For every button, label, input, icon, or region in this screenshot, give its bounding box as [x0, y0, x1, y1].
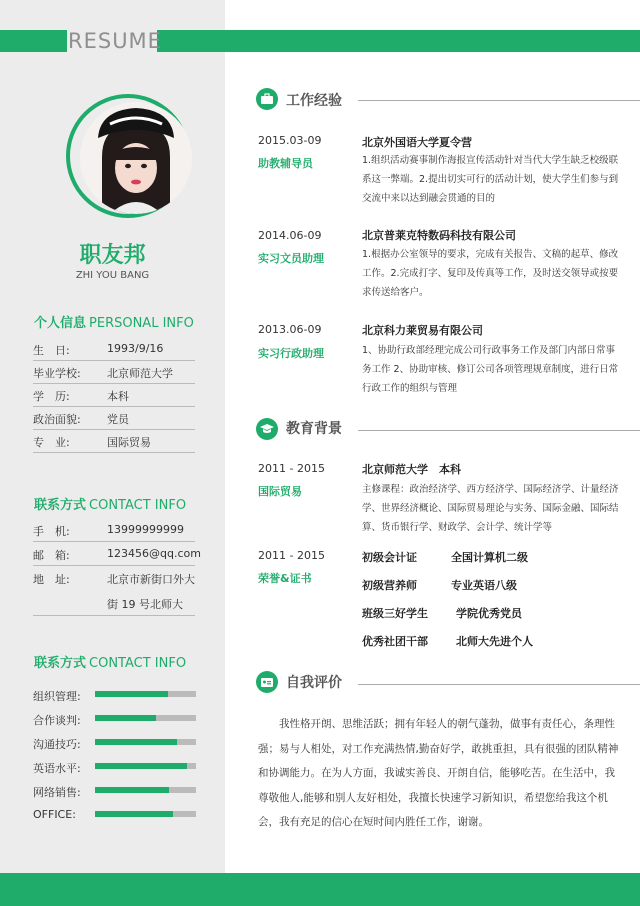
id-card-icon — [256, 671, 278, 693]
skill-bar-track — [95, 691, 196, 697]
work-company: 北京科力莱贸易有限公司 — [362, 324, 483, 337]
honor-item: 班级三好学生 — [362, 607, 428, 620]
work-role: 实习文员助理 — [258, 252, 324, 265]
honors-date: 2011 - 2015 — [258, 549, 325, 562]
work-date: 2015.03-09 — [258, 134, 322, 147]
education-courses: 主修课程：政治经济学、西方经济学、国际经济学、计量经济学、世界经济概论、国际贸易理论与实务、国际金融、国际结算、货币银行学、财政学、会计学、统计学等 — [362, 484, 619, 533]
honor-item: 优秀社团干部 — [362, 635, 428, 648]
skill-bar-fill — [95, 787, 169, 793]
skill-bar-fill — [95, 763, 187, 769]
honor-item: 学院优秀党员 — [456, 607, 522, 620]
candidate-name: 职友邦 — [79, 243, 146, 268]
work-role: 助教辅导员 — [258, 157, 313, 170]
skill-bar-fill — [95, 811, 173, 817]
work-company: 北京普莱克特数码科技有限公司 — [362, 229, 516, 242]
work-description: 1.组织活动赛事制作海报宣传活动针对当代大学生缺乏校级联系这一弊端。2.提出切实可行的活动计划，使大学生们参与到交流中来以达到融会贯通的目的 — [362, 155, 619, 204]
skills-heading: 联系方式 CONTACT INFO — [34, 656, 187, 671]
honors-label: 荣誉&证书 — [258, 572, 312, 585]
contact-row-phone: 手 机: 13999999999 — [33, 520, 195, 542]
contact-info-heading: 联系方式 CONTACT INFO — [34, 498, 187, 513]
skill-label: 英语水平: — [33, 762, 81, 775]
honor-item: 北师大先进个人 — [456, 635, 533, 648]
skill-bar-track — [95, 715, 196, 721]
resume-title: RESUME — [68, 29, 162, 53]
skill-label: OFFICE: — [33, 808, 76, 821]
self-eval-text: 我性格开朗、思维活跃；拥有年轻人的朝气蓬勃，做事有责任心，条理性强；易与人相处，对工作充满热情,勤奋好学，敢挑重担，具有很强的团队精神和协调能力。在为人方面，我诚实善良、开朗自信，能够吃苦。在生活中，我尊敬他人,能够和别人友好相处，我擅长快速学习新知识，希望您给我这个机会，我有充足的信心在短时间内胜任工作，谢谢。 — [258, 718, 619, 828]
header-bar-left — [0, 30, 67, 52]
honor-item: 专业英语八级 — [451, 579, 517, 592]
skill-bar-fill — [95, 691, 168, 697]
contact-row-email: 邮 箱: 123456@qq.com — [33, 544, 195, 566]
skill-bar-fill — [95, 715, 156, 721]
work-company: 北京外国语大学夏令营 — [362, 136, 472, 149]
work-date: 2013.06-09 — [258, 323, 322, 336]
info-row-school: 毕业学校: 北京师范大学 — [33, 362, 195, 384]
info-row-major: 专 业: 国际贸易 — [33, 431, 195, 453]
skill-bar-fill — [95, 739, 177, 745]
education-school: 北京师范大学 本科 — [362, 463, 461, 476]
skill-bar-track — [95, 787, 196, 793]
education-date: 2011 - 2015 — [258, 462, 325, 475]
personal-info-heading: 个人信息 PERSONAL INFO — [34, 316, 194, 331]
contact-address-line2: 街 19 号北师大 — [107, 598, 183, 611]
work-description: 1、协助行政部经理完成公司行政事务工作及部门内部日常事务工作 2、协助审核、修订公司各项管理规章制度，进行日常行政工作的组织与管理 — [362, 345, 619, 394]
honor-item: 初级营养师 — [362, 579, 417, 592]
info-row-degree: 学 历: 本科 — [33, 385, 195, 407]
skill-bar-track — [95, 811, 196, 817]
briefcase-icon — [256, 88, 278, 110]
education-major: 国际贸易 — [258, 485, 302, 498]
graduation-cap-icon — [256, 418, 278, 440]
honor-item: 全国计算机二级 — [451, 551, 528, 564]
work-date: 2014.06-09 — [258, 229, 322, 242]
work-section-divider — [358, 100, 640, 101]
skill-label: 网络销售: — [33, 786, 81, 799]
honor-item: 初级会计证 — [362, 551, 417, 564]
education-section-divider — [358, 430, 640, 431]
info-row-political: 政治面貌: 党员 — [33, 408, 195, 430]
skill-bar-track — [95, 739, 196, 745]
avatar — [80, 102, 192, 214]
work-description: 1.根据办公室领导的要求，完成有关报告、文稿的起草、修改工作。2.完成打字、复印及传真等工作，及时送交领导或按要求传送给客户。 — [362, 249, 619, 298]
footer-bar — [0, 873, 640, 906]
skill-label: 沟通技巧: — [33, 738, 81, 751]
work-role: 实习行政助理 — [258, 347, 324, 360]
education-section-title: 教育背景 — [286, 421, 342, 437]
candidate-name-en: ZHI YOU BANG — [75, 270, 150, 281]
skill-label: 合作谈判: — [33, 714, 81, 727]
header-bar-right — [157, 30, 640, 52]
skill-label: 组织管理: — [33, 690, 81, 703]
skill-bar-track — [95, 763, 196, 769]
self-eval-section-divider — [358, 684, 640, 685]
contact-row-address: 地 址: 北京市新街口外大 — [33, 568, 195, 616]
self-eval-section-title: 自我评价 — [286, 675, 342, 691]
work-section-title: 工作经验 — [286, 93, 342, 109]
info-row-birthday: 生 日: 1993/9/16 — [33, 339, 195, 361]
